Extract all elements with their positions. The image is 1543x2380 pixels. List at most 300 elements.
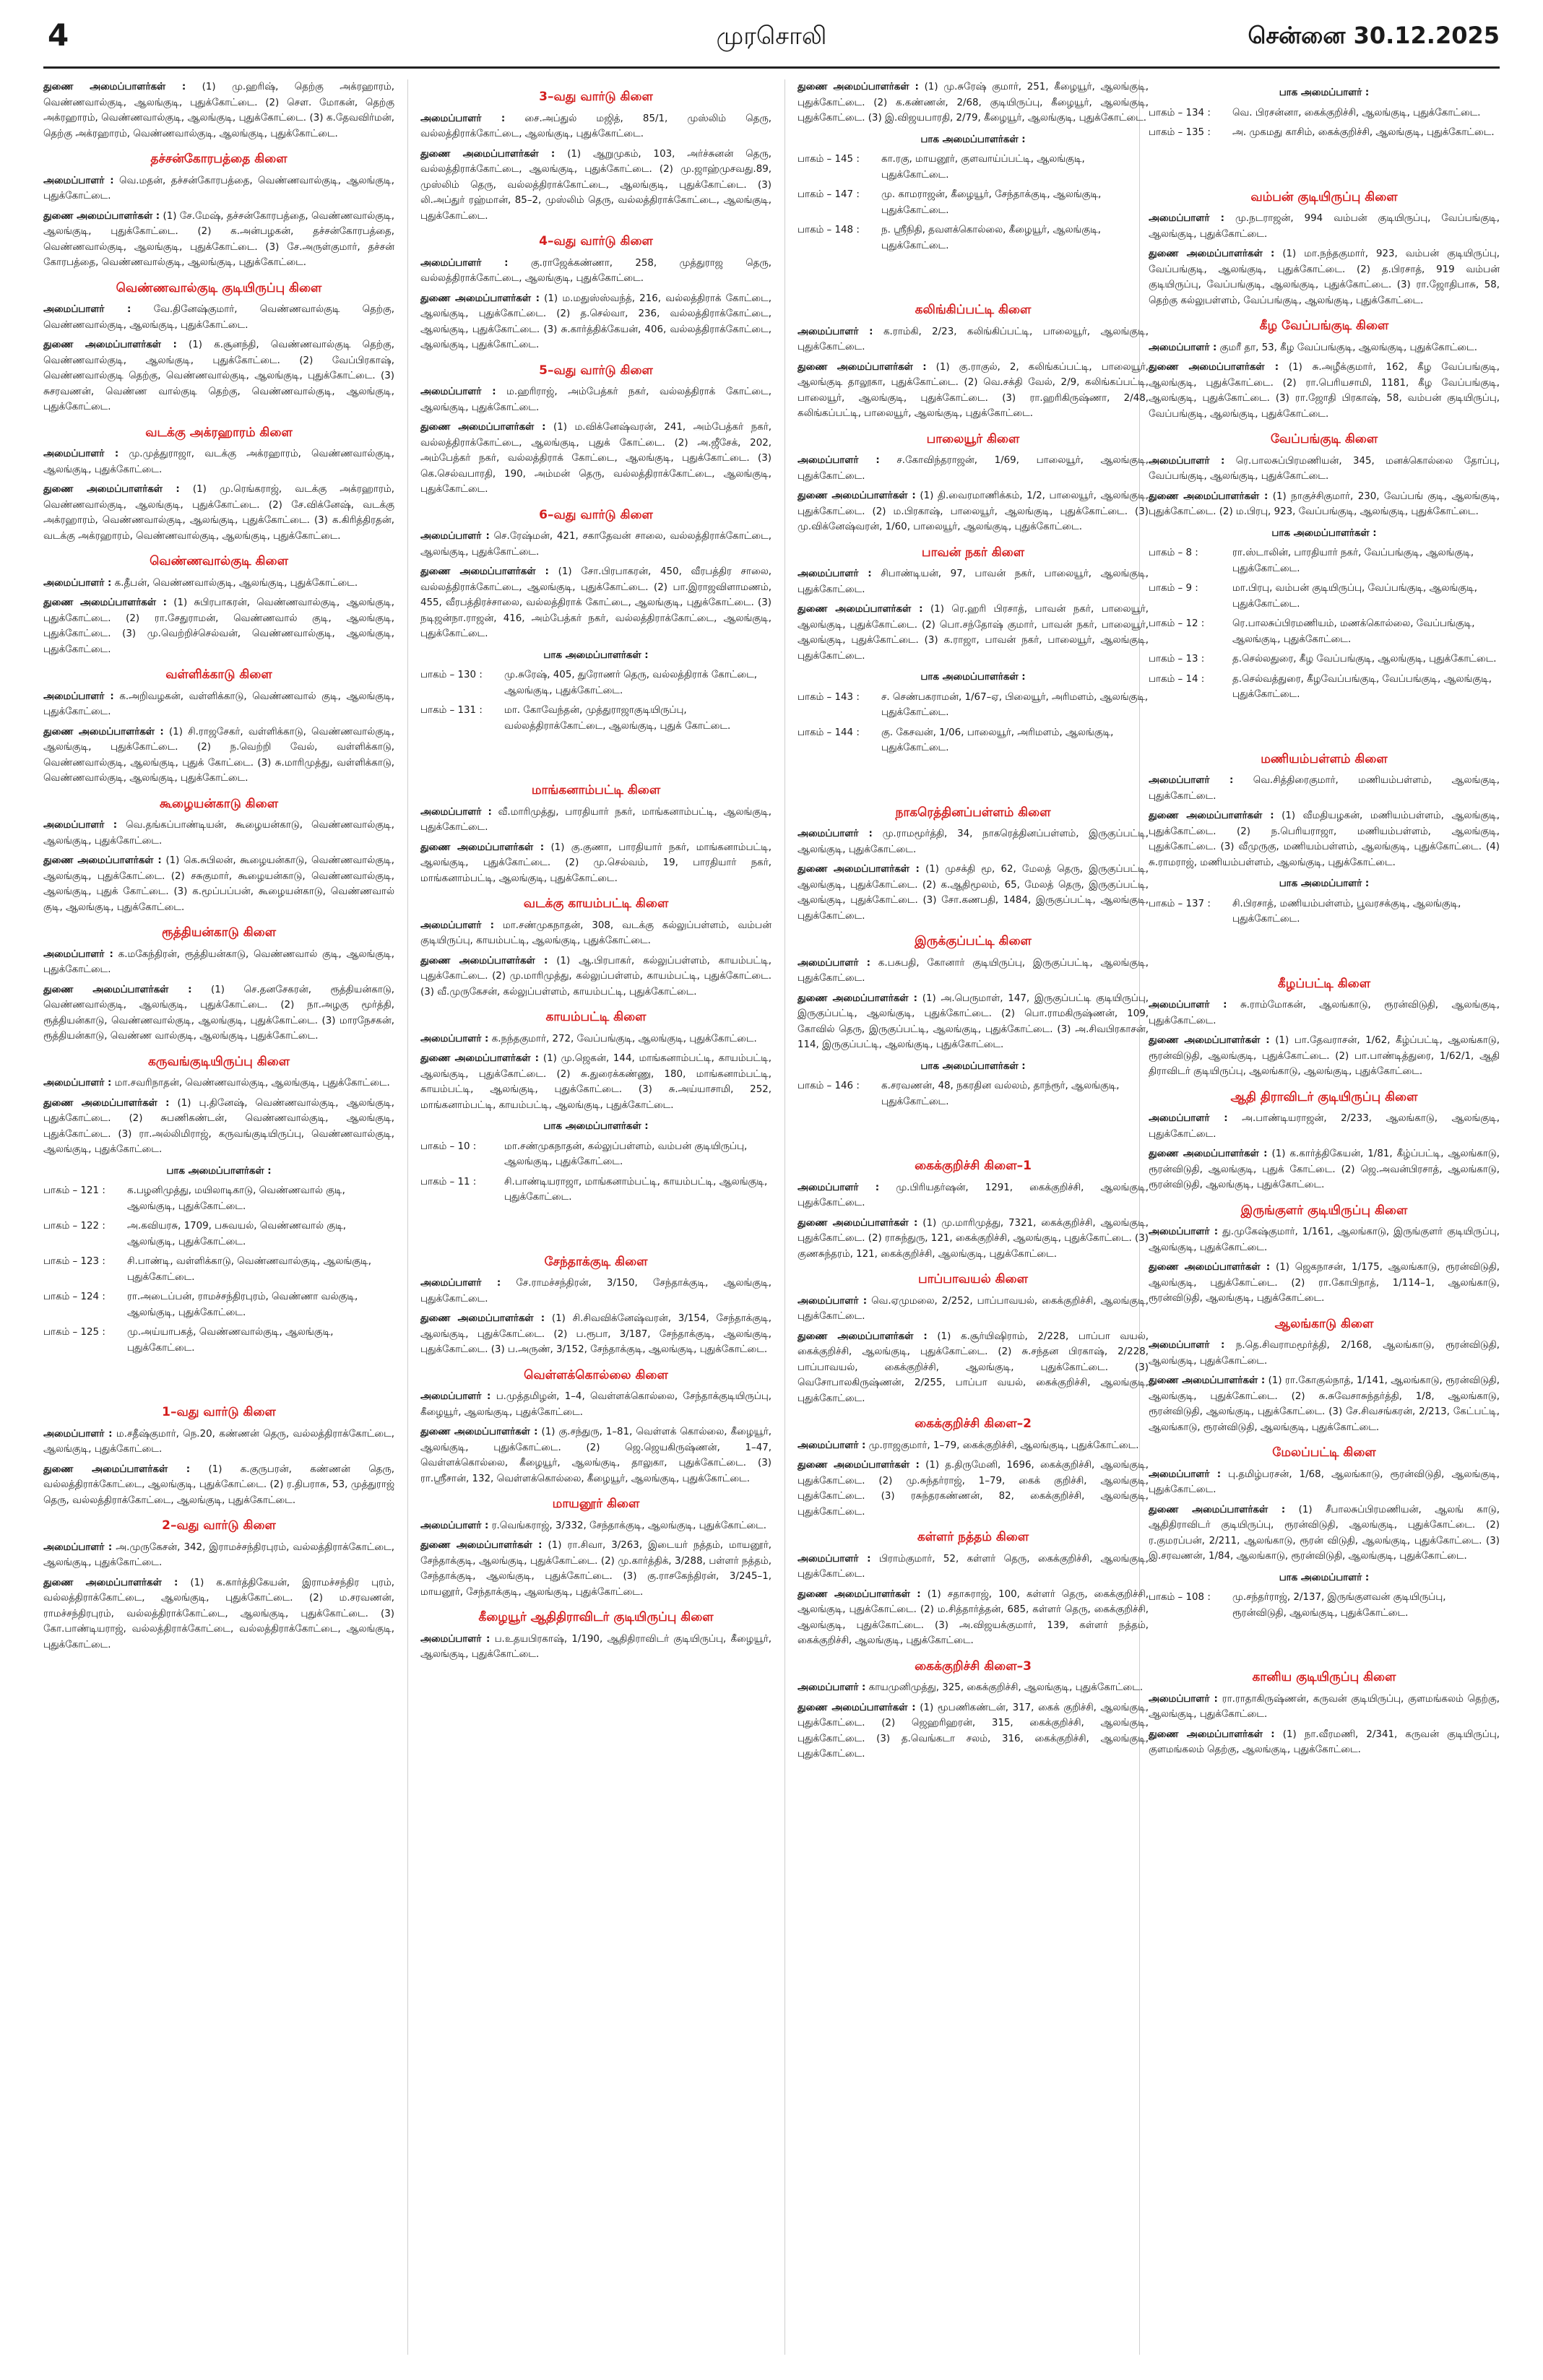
member-text: காயமுனிமுத்து, 325, கைக்குறிச்சி, ஆலங்குடி, புதுக்கோட்டை. [868,1682,1144,1693]
role-label: அமைப்பாளர் : [798,828,873,839]
member-text: (1) க.கார்த்திகேயன், 1/81, கீழ்ப்பட்டி, ஆலங்காடு, ரூரன்விடுதி, ஆலங்குடி, புதுக் கோட்டை. (2) ஜெ.அவன்பிரசாத், ஆலங்காடு, ரூரன்விடுதி, ஆலங்குடி, புதுக்கோட்டை. [1149,1148,1500,1190]
spacer [798,761,1149,795]
role-label: துணை அமைப்பாளர்கள் : [420,955,548,966]
member-entry [43,446,394,477]
booth-entry [420,1174,772,1206]
member-text: (1) சீபாலசுப்பிரமணியன், ஆலங் காடு, ஆதிதிராவிடர் குடியிருப்பு, ரூரன்விடுதி, ஆலங்குடி, புதுக்கோட்டை. (2) ர.குமரப்பன், 2/211, ஆலங்காடு, ரூரன் விடுதி, ஆலங்குடி, புதுக்கோட்டை. (3) இ.சரவணன், 1/84, ஆலங்காடு, ரூரன்விடுதி, ஆலங்குடி, புதுக்கோட்டை. [1149,1504,1500,1562]
role-label: அமைப்பாளர் : [798,455,880,466]
member-entry [420,918,772,949]
role-label: அமைப்பாளர் : [1149,1113,1228,1124]
branch-heading: மேலப்பட்டி கிளை [1272,1445,1376,1460]
role-label: துணை அமைப்பாளர்கள் : [420,1053,540,1064]
role-label: துணை அமைப்பாளர்கள் : [1149,1504,1286,1515]
column-3 [798,79,1149,2362]
role-label: அமைப்பாளர் : [420,919,495,931]
member-text: (1) மு.ஜெகன், 144, மாங்கனாம்பட்டி, காயம்பட்டி, ஆலங்குடி, புதுக்கோட்டை. (2) சு.துரைக்கண்ணு, 180, மாங்கனாம்பட்டி, காயம்பட்டி, ஆலங்குடி, புதுக்கோட்டை. (3) சு.அய்யாசாமி, 252, மாங்கனாம்பட்டி, காயம்பட்டி, ஆலங்குடி, புதுக்கோட்டை. [420,1053,772,1111]
member-entry [798,826,1149,857]
role-label: துணை அமைப்பாளர்கள் : [420,841,545,853]
member-entry [43,1462,394,1509]
member-entry [43,595,394,657]
branch-heading: இருங்குளர் குடியிருப்பு கிளை [1240,1203,1408,1218]
member-entry [798,1587,1149,1649]
spacer [1149,145,1500,180]
member-entry [43,79,394,142]
member-text: (1) சோ.பிரபாகரன், 450, வீரபத்திர சாலை, வல்லத்திராக்கோட்டை, ஆலங்குடி, புதுக்கோட்டை. (2) பா.இராஜவிளாமணம், 455, வீரபத்திரச்சாலை, வல்லத்திராக் கோட்டை, ஆலங்குடி, புதுக்கோட்டை. (3) நடிஜன்நா.ராஜன், 416, அம்பேத்கர் நகர், வல்லத்திராக்கோட்டை, ஆலங்குடி, புதுக்கோட்டை. [420,566,772,639]
role-label: துணை அமைப்பாளர்கள் : [798,1588,921,1600]
booth-entry [43,1254,394,1285]
booth-number: பாகம் – 147 : [798,189,860,200]
branch-heading: ஆலங்காடு கிளை [1274,1316,1374,1331]
member-entry [420,1276,772,1307]
member-entry [420,384,772,415]
booth-agent: அ. முகமது காசிம், கைக்குறிச்சி, ஆலங்குடி, புதுக்கோட்டை. [1232,127,1495,138]
member-text: (1) ஆறுமுகம், 103, அர்ச்சுனன் தெரு, வல்லத்திராக்கோட்டை, ஆலங்குடி, புதுக்கோட்டை. (2) மு.ஜாஹ்முசவது.89, முஸ்லிம் தெரு, வல்லத்திராக்கோட்டை, ஆலங்குடி, புதுக்கோட்டை. (3) லி.அப்துர் ரஹ்மான், 85–2, முஸ்லிம் தெரு, வல்லத்திராக்கோட்டை, ஆலங்குடி, புதுக்கோட்டை. [420,148,772,222]
booth-agent: மா. கோவேந்தன், முத்துராஜாகுடியிருப்பு, வல்லத்திராக்கோட்டை, ஆலங்குடி, புதுக் கோட்டை. [504,705,731,732]
member-entry [1149,489,1500,520]
branch-heading: கீழப்பட்டி கிளை [1277,976,1371,991]
member-text: க.பசுபதி, கோனார் குடியிருப்பு, இருகுப்பட்டி, ஆலங்குடி, புதுக்கோட்டை. [798,957,1149,984]
role-label: அமைப்பாளர் : [420,1633,490,1645]
member-text: (1) கு.ராகுல், 2, கலிங்கப்பட்டி, பாலையூர், ஆலங்குடி தாலூகா, புதுக்கோட்டை. (2) வெ.சக்தி வேல், 2/9, கலிங்கப்பட்டி, பாலையூர், ஆலங்குடி, புதுக்கோட்டை. (3) ரா.ஹரிகிருஷ்ணா, 2/48, கலிங்கப்பட்டி, பாலையூர், ஆலங்குடி, புதுக்கோட்டை. [798,361,1149,419]
member-text: (1) மூபணிகண்டன், 317, கைக் குறிச்சி, ஆலங்குடி, புதுக்கோட்டை. (2) ஜெஹரிஹரன், 315, கைக்குறிச்சி, ஆலங்குடி, புதுக்கோட்டை. (3) த.வெங்கடா சலம், 316, கைக்குறிச்சி, ஆலங்குடி, புதுக்கோட்டை. [798,1702,1149,1760]
booth-number: பாகம் – 131 : [420,705,483,716]
booth-entry [798,1078,1149,1109]
booth-number: பாகம் – 146 : [798,1081,860,1091]
branch-heading: பாப்பாவயல் கிளை [918,1272,1028,1286]
member-text: (1) மு.ரெங்கராஜ், வடக்கு அக்ரஹாரம், வெண்ணவால்குடி, ஆலங்குடி, புதுக்கோட்டை. (2) சே.விக்னேஷ், வடக்கு அக்ரஹாரம், வெண்ணவால்குடி, ஆலங்குடி, புதுக்கோட்டை. (3) க.கிரித்திரதன், வடக்கு அக்ரஹாரம், வெண்ணவால்குடி, ஆலங்குடி, புதுக்கோட்டை. [43,484,394,542]
member-text: (1) நாகுச்சிகுமார், 230, வேப்பங் குடி, ஆலங்குடி, புதுக்கோட்டை. (2) ம.பிரபு, 923, வேப்பங்குடி, ஆலங்குடி, புதுக்கோட்டை. [1149,490,1500,517]
member-entry [798,602,1149,664]
booth-agent: க.சரவணன், 48, நகரதின வல்லம், தாந்ரூர், ஆலங்குடி, புதுக்கோட்டை. [881,1081,1120,1107]
booth-number: பாகம் – 10 : [420,1141,477,1152]
booth-agent: கா.ரகு, மாயனூர், குளவாய்ப்பட்டி, ஆலங்குடி, புதுக்கோட்டை. [881,154,1085,181]
member-text: ரெ.பாலசுப்பிரமணியன், 345, மனக்கொல்லை தோப்பு, வேப்பங்குடி, ஆலங்குடி, புதுக்கோட்டை. [1149,455,1500,482]
section-subheading: பாக அமைப்பாளர்கள் : [920,672,1026,683]
booth-number: பாகம் – 14 : [1149,673,1205,685]
role-label: அமைப்பாளர் : [43,1541,113,1553]
branch-heading: ரூத்தியன்காடு கிளை [161,925,277,940]
booth-number: பாகம் – 148 : [798,225,860,235]
member-entry [1149,1338,1500,1369]
role-label: அமைப்பாளர் : [1149,342,1217,353]
column-2 [420,79,772,2362]
member-text: (1) சதாசுராஜ், 100, கள்ளர் தெரு, கைக்குறிச்சி, ஆலங்குடி, புதுக்கோட்டை. (2) ம.சித்தார்த்தன், 685, கள்ளர் தெரு, கைக்குறிச்சி, ஆலங்குடி, புதுக்கோட்டை. (3) அ.விஜயக்குமார், 139, கள்ளர் நத்தம், கைக்குறிச்சி, ஆலங்குடி, புதுக்கோட்டை. [798,1588,1149,1646]
section-subheading: பாக அமைப்பாளர்கள் : [920,134,1026,145]
role-label: துணை அமைப்பாளர்கள் : [798,864,920,875]
member-text: செ.ரேஷ்மன், 421, சகாதேவன் சாலை, வல்லத்திராக்கோட்டை, ஆலங்குடி, புதுக்கோட்டை. [420,531,772,558]
member-entry [420,147,772,225]
branch-heading: கானிய குடியிருப்பு கிளை [1252,1670,1396,1684]
member-entry [798,862,1149,924]
member-text: (1) கெ.சுபிலன், கூழையன்காடு, வெண்ணவால்குடி, ஆலங்குடி, புதுக்கோட்டை. (2) சசுகுமார், கூழையன்காடு, வெண்ணவால்குடி, ஆலங்குடி, புதுக் கோட்டை. (3) க.மூப்பப்பன், கூழையன்காடு, வெண்ணவால் குடி, ஆலங்குடி, புதுக்கோட்டை. [43,855,394,913]
role-label: அமைப்பாளர் : [420,531,490,542]
member-entry [798,1294,1149,1325]
role-label: அமைப்பாளர் : [420,1278,501,1289]
member-text: க.ராம்கி, 2/23, கலிங்கிப்பட்டி, பாலையூர், ஆலங்குடி, புதுக்கோட்டை. [798,326,1149,352]
branch-heading: பாலையூர் கிளை [926,431,1020,446]
section-subheading: பாக அமைப்பாளர்கள் : [543,649,649,661]
member-text: (1) கு.சந்துரு, 1–81, வெள்ளக் கொல்லை, கீழையூர், ஆலங்குடி, புதுக்கோட்டை. (2) ஜெ.ஜெயகிருஷ்ணன், 1–47, வெள்ளக்கொல்லை, கீழையூர், ஆலங்குடி, தாலுகா, புதுக்கோட்டை. (3) ரா.ஸ்ரீசான், 132, வெள்ளக்கொல்லை, கீழையூர், ஆலங்குடி, புதுக்கோட்டை. [420,1427,772,1484]
branch-heading: வேப்பங்குடி கிளை [1270,432,1378,446]
role-label: துணை அமைப்பாளர்கள் : [43,855,162,866]
member-entry [1149,1260,1500,1307]
role-label: துணை அமைப்பாளர்கள் : [798,1702,916,1713]
member-entry [1149,340,1500,356]
member-text: (1) சி.சிவவிக்னேஷ்வரன், 3/154, சேந்தாக்குடி, ஆலங்குடி, புதுக்கோட்டை. (2) ப.ரூபா, 3/187, சேந்தாக்குடி, ஆலங்குடி, புதுக்கோட்டை. (3) ப.அருண், 3/152, சேந்தாக்குடி, ஆலங்குடி, புதுக்கோட்டை. [420,1313,772,1355]
member-text: மா.சவரிநாதன், வெண்ணவால்குடி, ஆலங்குடி, புதுக்கோட்டை. [114,1078,390,1089]
booth-entry [43,1183,394,1214]
branch-heading: கைக்குறிச்சி கிளை–1 [915,1159,1032,1173]
member-entry [420,840,772,887]
section-subheading: பாக அமைப்பாளர் : [1279,1572,1370,1583]
member-entry [420,420,772,498]
member-text: (1) த.திருமேனி, 1696, கைக்குறிச்சி, ஆலங்குடி, புதுக்கோட்டை. (2) மு.சுந்தர்ராஜ், 1–79, கைக் குறிச்சி, ஆலங்குடி, புதுக்கோட்டை. (3) ரசுந்தரகண்ணன், 82, கைக்குறிச்சி, ஆலங்குடி, புதுக்கோட்டை. [798,1460,1149,1518]
branch-heading: கூழையன்காடு கிளை [159,796,279,811]
branch-heading: வெண்ணவால்குடி கிளை [150,554,288,568]
role-label: அமைப்பாளர் : [798,1553,871,1565]
member-text: (1) மா.நந்தகுமார், 923, வம்பன் குடியிருப்பு, வேப்பங்குடி, ஆலங்குடி, புதுக்கோட்டை. (2) த.பிரசாத், 919 வம்பன் குடியிருப்பு, வேப்பங்குடி, ஆலங்குடி, புதுக்கோட்டை. (3) ரா.ஜோதிபாசு, 58, தெற்கு கல்லுபள்ளம், வேப்பங்குடி, ஆலங்குடி, புதுக்கோட்டை. [1149,248,1500,306]
member-entry [43,818,394,849]
member-entry [43,982,394,1044]
branch-heading: வம்பன் குடியிருப்பு கிளை [1250,189,1398,204]
member-text: வெ.ஏமுமலை, 2/252, பாப்பாவயல், கைக்குறிச்சி, ஆலங்குடி, புதுக்கோட்டை. [798,1295,1149,1322]
member-text: க.தீபன், வெண்ணவால்குடி, ஆலங்குடி, புதுக்கோட்டை. [114,577,358,589]
column-divider [407,79,408,2355]
booth-number: பாகம் – 135 : [1149,127,1211,138]
booth-number: பாகம் – 11 : [420,1176,477,1187]
role-label: அமைப்பாளர் : [798,568,872,579]
member-entry [798,1458,1149,1520]
role-label: அமைப்பாளர் : [798,1295,868,1307]
branch-heading: வடக்கு காயம்பட்டி கிளை [523,896,669,911]
role-label: துணை அமைப்பாளர்கள் : [1149,490,1268,502]
role-label: அமைப்பாளர் : [1149,1468,1222,1480]
role-label: துணை அமைப்பாளர்கள் : [1149,1148,1268,1159]
member-text: சிபாண்டியன், 97, பாவன் நகர், பாலையூர், ஆலங்குடி, புதுக்கோட்டை. [798,568,1149,595]
section-subheading: பாக அமைப்பாளர்கள் : [543,1121,649,1132]
member-entry [43,1076,394,1091]
member-text: (1) ம.விக்னேஷ்வரன், 241, அம்பேத்கர் நகர், வல்லத்திராக்கோட்டை, ஆலங்குடி, புதுக் கோட்டை. (2) அ.ஜீசேக், 202, அம்பேத்கர் நகர், வல்லத்திராக் கோட்டை, ஆலங்குடி, புதுக்கோட்டை. (3) கெ.செல்வபாரதி, 190, அம்மன் தெரு, வல்லத்திராக்கோட்டை, ஆலங்குடி, புதுக்கோட்டை. [420,422,772,495]
role-label: துணை அமைப்பாளர்கள் : [420,566,549,577]
spacer [1149,707,1500,742]
booth-number: பாகம் – 12 : [1149,618,1205,629]
role-label: அமைப்பாளர் : [798,326,873,337]
spacer [1149,1625,1500,1660]
member-entry [43,947,394,978]
member-entry [43,173,394,204]
booth-agent: மு.சுரேஷ், 405, துரோணர் தெரு, வல்லத்திராக் கோட்டை, ஆலங்குடி, புதுக்கோட்டை. [504,670,758,696]
role-label: அமைப்பாளர் : [420,806,492,818]
role-label: துணை அமைப்பாளர்கள் : [798,604,923,615]
spacer [420,738,772,773]
role-label: துணை அமைப்பாளர்கள் : [1149,1035,1270,1046]
booth-number: பாகம் – 8 : [1149,548,1198,558]
role-label: அமைப்பாளர் : [1149,1226,1219,1237]
member-text: (1) செ.தனசேகரன், ரூத்தியன்காடு, வெண்ணவால்குடி, ஆலங்குடி, புதுக்கோட்டை. (2) நா.அழகு மூர்த்தி, ரூத்தியன்காடு, வெண்ணவால்குடி, ஆலங்குடி, புதுக்கோட்டை. (3) மாரநேசகன், ரூத்தியன்காடு, வெண்ண வால்குடி, ஆலங்குடி, புதுக்கோட்டை. [43,984,394,1042]
role-label: அமைப்பாளர் : [1149,1693,1218,1705]
booth-number: பாகம் – 9 : [1149,583,1198,594]
booth-agent: கு. கேசவன், 1/06, பாலையூர், அரிமளம், ஆலங்குடி, புதுக்கோட்டை. [881,727,1114,753]
member-text: (1) ம.மதுஸ்ஸ்வந்த், 216, வல்லத்திராக் கோட்டை, ஆலங்குடி, புதுக்கோட்டை. (2) த.செல்வா, 236, வல்லத்திராக்கோட்டை, ஆலங்குடி, புதுக்கோட்டை. (3) சு.கார்த்திக்கேயன், 406, வல்லத்திராக்கோட்டை, ஆலங்குடி, புதுக்கோட்டை. [420,293,772,350]
booth-number: பாகம் – 124 : [43,1291,105,1302]
role-label: அமைப்பாளர் : [43,691,114,702]
branch-heading: மாயனூர் கிளை [552,1497,640,1511]
role-label: அமைப்பாளர் : [1149,1340,1225,1351]
member-text: வெ.மதன், தச்சன்கோரபத்தை, வெண்ணவால்குடி, ஆலங்குடி, புதுக்கோட்டை. [43,175,394,202]
member-text: (1) க.கார்த்திகேயன், இராமச்சந்திர புரம், வல்லத்திராக்கோட்டை, ஆலங்குடி, புதுக்கோட்டை. (2) ம.சரவணன், ராமச்சந்திரபுரம், வல்லத்திராக்கோட்டை, ஆலங்குடி, புதுக்கோட்டை. (3) கோ.பாண்டியராஜ், வல்லத்திராக்கோட்டை, வல்லத்திராக்கோட்டை, ஆலங்குடி, புதுக்கோட்டை. [43,1577,394,1650]
member-text: (1) அ.பெருமாள், 147, இருகுப்பட்டி குடியிருப்பு, இருகுப்பட்டி, ஆலங்குடி, புதுக்கோட்டை. (2) பொ.ராமகிருஷ்ணன், 109, கோவில் தெரு, இருகுப்பட்டி, ஆலங்குடி, புதுக்கோட்டை. (3) அ.சிவபிரகாசன், 114, இருகுப்பட்டி, ஆலங்குடி, புதுக்கோட்டை. [798,992,1149,1050]
member-entry [420,953,772,1000]
booth-number: பாகம் – 134 : [1149,107,1211,118]
booth-entry [1149,1590,1500,1621]
role-label: துணை அமைப்பாளர்கள் : [798,361,927,373]
booth-entry [1149,125,1500,141]
role-label: துணை அமைப்பாளர்கள் : [1149,1728,1275,1740]
member-entry [1149,998,1500,1029]
member-entry [1149,454,1500,485]
booth-number: பாகம் – 137 : [1149,898,1211,909]
member-text: ம.சதீஷ்குமார், நெ.20, கண்ணன் தெரு, வல்லத்திராக்கோட்டை, ஆலங்குடி, புதுக்கோட்டை. [43,1428,394,1455]
member-text: குமரீ தா, 53, கீழ வேப்பங்குடி, ஆலங்குடி, புதுக்கோட்டை. [1219,342,1477,353]
booth-number: பாகம் – 108 : [1149,1592,1211,1603]
role-label: துணை அமைப்பாளர்கள் : [798,1330,928,1342]
role-label: அமைப்பாளர் : [43,304,131,315]
branch-heading: வள்ளிக்காடு கிளை [165,667,272,682]
member-entry [420,1389,772,1420]
role-label: அமைப்பாளர் : [43,820,118,831]
member-text: மா.சண்முகநாதன், 308, வடக்கு கல்லுப்பள்ளம், வம்பன் குடியிருப்பு, காயம்பட்டி, ஆலங்குடி, புதுக்கோட்டை. [420,919,772,946]
booth-agent: க.பழனிமுத்து, மயிலாடிகாடு, வெண்ணவால் குடி, ஆலங்குடி, புதுக்கோட்டை. [127,1185,345,1212]
booth-agent: த.செல்வத்துரை, கீழவேப்பங்குடி, வேப்பங்குடி, ஆலங்குடி, புதுக்கோட்டை. [1232,673,1492,700]
branch-heading: காயம்பட்டி கிளை [545,1010,647,1024]
role-label: துணை அமைப்பாளர்கள் : [420,1313,545,1324]
member-entry [798,453,1149,484]
role-label: துணை அமைப்பாளர்கள் : [43,1577,178,1588]
booth-entry [798,187,1149,218]
masthead [43,16,1500,61]
member-entry [1149,1146,1500,1193]
booth-entry [798,152,1149,183]
role-label: துணை அமைப்பாளர்கள் : [420,148,556,160]
member-entry [43,724,394,787]
role-label: துணை அமைப்பாளர்கள் : [798,82,919,92]
member-entry [420,564,772,642]
member-text: மு.பிரியதர்ஷன், 1291, கைக்குறிச்சி, ஆலங்குடி, புதுக்கோட்டை. [798,1182,1149,1208]
member-entry [43,482,394,544]
booth-agent: ரா.ஸ்டாலின், பாரதியார் நகர், வேப்பங்குடி, ஆலங்குடி, புதுக்கோட்டை. [1232,548,1474,574]
member-entry [1149,246,1500,308]
member-entry [43,209,394,271]
section-subheading: பாக அமைப்பாளர் : [1279,87,1370,98]
member-text: (1) ரா.சிவா, 3/263, இடையர் நத்தம், மாயனூர், சேந்தாக்குடி, ஆலங்குடி, புதுக்கோட்டை. (2) மு.கார்த்திக், 3/288, பள்ளர் நத்தம், சேந்தாக்குடி, ஆலங்குடி, புதுக்கோட்டை. (3) கு.ராசகேந்திரன், 3/245–1, மாயனூர், சேந்தாக்குடி, ஆலங்குடி, புதுக்கோட்டை. [420,1540,772,1598]
booth-entry [798,725,1149,756]
branch-heading: 3–வது வார்டு கிளை [539,90,653,104]
booth-agent: சி.பாண்டியராஜா, மாங்கனாம்பட்டி, காயம்பட்டி, ஆலங்குடி, புதுக்கோட்டை. [504,1176,768,1203]
role-label: துணை அமைப்பாளர்கள் : [1149,810,1274,821]
booth-entry [798,690,1149,721]
booth-number: பாகம் – 125 : [43,1327,105,1338]
member-entry [798,991,1149,1053]
booth-entry [420,703,772,734]
edition-date: சென்னை 30.12.2025 [1248,22,1500,49]
branch-heading: ஆதி திராவிடர் குடியிருப்பு கிளை [1230,1089,1418,1104]
member-entry [43,1096,394,1158]
member-text: (1) பா.தேவராசன், 1/62, கீழ்ப்பட்டி, ஆலங்காடு, ரூரன்விடுதி, ஆலங்குடி, புதுக்கோட்டை. (2) பா.பாண்டித்துரை, 1/62/1, ஆதி திராவிடர் குடியிருப்பு, ஆலங்காடு, ஆலங்குடி, புதுக்கோட்டை. [1149,1035,1500,1077]
booth-entry [420,667,772,698]
member-text: (1) ரா.கோகுல்நாத், 1/141, ஆலங்காடு, ரூரன்விடுதி, ஆலங்குடி, புதுக்கோட்டை. (2) சு.சுவேசாசுந்தர்த்தி, 1/8, ஆலங்காடு, ரூரன்விடுதி, ஆலங்குடி, புதுக்கோட்டை. (3) சே.சிவசங்கரன், 2/213, கேட்பட்டி, ஆலங்காடு, ரூரன்விடுதி, ஆலங்குடி, புதுக்கோட்டை. [1149,1375,1500,1433]
member-text: வெ.சித்திரைகுமார், மணியம்பள்ளம், ஆலங்குடி, புதுக்கோட்டை. [1149,775,1500,802]
branch-heading: மாங்கனாம்பட்டி கிளை [531,783,661,797]
role-label: அமைப்பாளர் : [43,1428,113,1440]
booth-entry [43,1325,394,1356]
booth-agent: ச. செண்பகராமன், 1/67–ஏ, பிலையூர், அரிமளம், ஆலங்குடி, புதுக்கோட்டை. [881,691,1149,718]
role-label: அமைப்பாளர் : [798,1440,866,1451]
branch-heading: 2–வது வார்டு கிளை [162,1518,276,1533]
role-label: துணை அமைப்பாளர்கள் : [798,490,916,501]
booth-agent: ரா.அடைப்பன், ராமச்சந்திரபுரம், வெண்ணா வல்குடி, ஆலங்குடி, புதுக்கோட்டை. [127,1291,358,1318]
header-rule [43,66,1500,69]
role-label: துணை அமைப்பாளர்கள் : [798,992,917,1004]
role-label: அமைப்பாளர் : [420,257,509,269]
role-label: துணை அமைப்பாளர்கள் : [420,1540,543,1551]
member-entry [798,1680,1149,1696]
section-subheading: பாக அமைப்பாளர்கள் : [920,1060,1026,1072]
member-entry [1149,1111,1500,1142]
role-label: துணை அமைப்பாளர்கள் : [420,422,546,433]
member-entry [420,529,772,560]
member-text: மு.நடராஜன், 994 வம்பன் குடியிருப்பு, வேப்பங்குடி, ஆலங்குடி, புதுக்கோட்டை. [1149,213,1500,240]
role-label: துணை அமைப்பாளர்கள் : [1149,1375,1266,1386]
role-label: அமைப்பாளர் : [798,957,870,969]
member-text: சை.அப்துல் மஜித், 85/1, முஸ்லிம் தெரு, வல்லத்திராக்கோட்டை, ஆலங்குடி, புதுக்கோட்டை. [420,113,772,139]
member-entry [798,1329,1149,1407]
newspaper-name: முரசொலி [716,22,827,51]
member-text: சு.ராம்மோகன், ஆலங்காடு, ரூரன்விடுதி, ஆலங்குடி, புதுக்கோட்டை. [1149,1000,1500,1026]
booth-entry [798,222,1149,254]
member-entry [420,1051,772,1113]
booth-entry [1149,545,1500,576]
role-label: அமைப்பாளர் : [420,1391,491,1402]
role-label: துணை அமைப்பாளர்கள் : [43,984,192,995]
member-entry [798,79,1149,126]
member-entry [420,291,772,353]
booth-number: பாகம் – 123 : [43,1256,105,1267]
member-entry [1149,773,1500,804]
booth-agent: ரெ.பாலசுப்பிரமணியம், மணக்கொல்லை, வேப்பங்குடி, ஆலங்குடி, புதுக்கோட்டை. [1232,618,1475,645]
role-label: அமைப்பாளர் : [420,386,496,397]
member-entry [1149,808,1500,870]
role-label: துணை அமைப்பாளர்கள் : [1149,248,1275,259]
member-entry [798,1180,1149,1211]
member-entry [798,1216,1149,1263]
member-text: (1) மு.மாரிமுத்து, 7321, கைக்குறிச்சி, ஆலங்குடி, புதுக்கோட்டை. (2) ராசுந்துரு, 121, கைக்குறிச்சி, ஆலங்குடி, புதுக்கோட்டை. (3) குணசுந்தரம், 121, கைக்குறிச்சி, ஆலங்குடி, புதுக்கோட்டை. [798,1217,1149,1260]
member-entry [798,1438,1149,1454]
member-text: க.நந்தகுமார், 272, வேப்பங்குடி, ஆலங்குடி, புதுக்கோட்டை. [491,1033,757,1044]
member-text: ந.தெ.சிவராமமூர்த்தி, 2/168, ஆலங்காடு, ரூரன்விடுதி, ஆலங்குடி, புதுக்கோட்டை. [1149,1340,1500,1367]
branch-heading: கருவங்குடியிருப்பு கிளை [147,1054,290,1069]
branch-heading: வெண்ணவால்குடி குடியிருப்பு கிளை [116,280,322,295]
member-text: க.மகேந்திரன், ரூத்தியன்காடு, வெண்ணவால் குடி, ஆலங்குடி, புதுக்கோட்டை. [43,948,394,975]
member-text: மு.ராஜகுமார், 1–79, கைக்குறிச்சி, ஆலங்குடி, புதுக்கோட்டை. [868,1440,1139,1451]
member-text: (1) ஆ.பிரபாகர், கல்லுப்பள்ளம், காயம்பட்டி, புதுக்கோட்டை. (2) மு.மாரிமுத்து, கல்லுப்பள்ளம், காயம்பட்டி, புதுக்கோட்டை. (3) வீ.முருகேசன், கல்லுப்பள்ளம், காயம்பட்டி, புதுக்கோட்டை. [420,955,772,998]
member-entry [798,488,1149,535]
member-text: (1) நா.வீரமணி, 2/341, கருவன் குடியிருப்பு, குளமங்கலம் தெற்கு, ஆலங்குடி, புதுக்கோட்டை. [1149,1728,1500,1755]
member-entry [1149,1033,1500,1080]
member-text: க.அறிவழகன், வள்ளிக்காடு, வெண்ணவால் குடி, ஆலங்குடி, புதுக்கோட்டை. [43,691,394,717]
role-label: அமைப்பாளர் : [798,1682,866,1693]
branch-heading: 1–வது வார்டு கிளை [162,1405,276,1419]
member-entry [1149,211,1500,242]
booth-number: பாகம் – 145 : [798,154,860,165]
booth-number: பாகம் – 144 : [798,727,860,738]
member-entry [1149,1727,1500,1758]
role-label: அமைப்பாளர் : [43,1078,112,1089]
column-1 [43,79,394,2362]
booth-entry [1149,616,1500,647]
branch-heading: கைக்குறிச்சி கிளை–2 [915,1416,1032,1431]
booth-agent: சி.பிரசாத், மணியம்பள்ளம், பூவரசக்குடி, ஆலங்குடி, புதுக்கோட்டை. [1232,898,1461,925]
booth-agent: வெ. பிரசன்னா, கைக்குறிச்சி, ஆலங்குடி, புதுக்கோட்டை. [1232,107,1481,118]
member-text: (1) மு.சுரேஷ் குமார், 251, கீழையூர், ஆலங்குடி, புதுக்கோட்டை. (2) க.கண்ணன், 2/68, குடியிருப்பு, கீழையூர், ஆலங்குடி, புதுக்கோட்டை. (3) இ.விஜயபாரதி, 2/79, கீழையூர், ஆலங்குடி, புதுக்கோட்டை. [798,82,1149,124]
branch-heading: நாகரெத்தினப்பள்ளம் கிளை [895,805,1051,820]
booth-agent: மு.சந்தர்ராஜ், 2/137, இருங்குளவன் குடியிருப்பு, ரூரன்விடுதி, ஆலங்குடி, புதுக்கோட்டை. [1232,1592,1446,1619]
role-label: துணை அமைப்பாளர்கள் : [43,484,180,495]
role-label: துணை அமைப்பாளர்கள் : [798,1217,918,1229]
member-text: ப.உதயபிரகாஷ், 1/190, ஆதிதிராவிடர் குடியிருப்பு, கீழையூர், ஆலங்குடி, புதுக்கோட்டை. [420,1633,772,1660]
member-text: (1) தி.வைரமாணிக்கம், 1/2, பாலையூர், ஆலங்குடி, புதுக்கோட்டை. (2) ம.பிரகாஷ், பாலையூர், ஆலங்குடி, புதுக்கோட்டை. (3) மு.விக்னேஷ்வரன், 1/60, பாலையூர், ஆலங்குடி, புதுக்கோட்டை. [798,490,1149,532]
member-text: (1) சுபிரபாகரன், வெண்ணவால்குடி, ஆலங்குடி, புதுக்கோட்டை. (2) ரா.சேதுராமன், வெண்ணவால் குடி, ஆலங்குடி, புதுக்கோட்டை. (3) மு.வெற்றிச்செல்வன், வெண்ணவால்குடி, ஆலங்குடி, புதுக்கோட்டை. [43,597,394,655]
role-label: அமைப்பாளர் : [43,577,112,589]
role-label: துணை அமைப்பாளர்கள் : [43,726,164,737]
member-text: மு.ராமமூர்த்தி, 34, நாகரெத்தினப்பள்ளம், இருகுப்பட்டி, ஆலங்குடி, புதுக்கோட்டை. [798,828,1149,855]
role-label: துணை அமைப்பாளர்கள் : [1149,1262,1271,1273]
column-4 [1149,79,1500,2362]
member-entry [43,302,394,333]
member-text: (1) கு.குணா, பாரதியார் நகர், மாங்கனாம்பட்டி, ஆலங்குடி, புதுக்கோட்டை. (2) மு.செல்வம், 19, பாரதியார் நகர், மாங்கனாம்பட்டி, ஆலங்குடி, புதுக்கோட்டை. [420,841,772,884]
booth-agent: மா.பிரபு, வம்பன் குடியிருப்பு, வேப்பங்குடி, ஆலங்குடி, புதுக்கோட்டை. [1232,583,1477,610]
member-text: (1) சி.ராஜசேகர், வள்ளிக்காடு, வெண்ணவால்குடி, ஆலங்குடி, புதுக்கோட்டை. (2) ந.வெற்றி வேல், வள்ளிக்காடு, வெண்ணவால்குடி, ஆலங்குடி, புதுக் கோட்டை. (3) சு.மாரிமுத்து, வள்ளிக்காடு, வெண்ணவால்குடி, ஆலங்குடி, புதுக்கோட்டை. [43,726,394,784]
section-subheading: பாக அமைப்பாளர்கள் : [166,1165,272,1177]
role-label: துணை அமைப்பாளர்கள் : [43,210,160,222]
member-text: (1) மு.ஹரிஷ், தெற்கு அக்ரஹாரம், வெண்ணவால்குடி, ஆலங்குடி, புதுக்கோட்டை. (2) சௌ. மோகன், தெற்கு அக்ரஹாரம், வெண்ணவால்குடி, ஆலங்குடி, புதுக்கோட்டை. (3) க.தேவவிர்மன், தெற்கு அக்ரஹாரம், வெண்ணவால்குடி, ஆலங்குடி, புதுக்கோட்டை. [43,82,394,139]
member-entry [1149,1373,1500,1435]
member-text: ப.முத்தமிழன், 1–4, வெள்ளக்கொல்லை, சேந்தாக்குடியிருப்பு, கீழையூர், ஆலங்குடி, புதுக்கோட்டை. [420,1391,772,1418]
member-entry [43,337,394,415]
member-entry [1149,360,1500,422]
section-subheading: பாக அமைப்பாளர் : [1279,878,1370,889]
member-text: வீ.மாரிமுத்து, பாரதியார் நகர், மாங்கனாம்பட்டி, ஆலங்குடி, புதுக்கோட்டை. [420,806,772,833]
branch-heading: கள்ளர் நத்தம் கிளை [917,1530,1029,1544]
member-entry [798,324,1149,355]
section-subheading: பாக அமைப்பாளர்கள் : [1271,527,1377,539]
booth-number: பாகம் – 13 : [1149,654,1205,665]
member-entry [1149,1467,1500,1498]
member-text: (1) சு.அழீக்குமார், 162, கீழ வேப்பங்குடி, ஆலங்குடி, புதுக்கோட்டை. (2) ரா.பெரியசாமி, 1181, கீழ வேப்பங்குடி, ஆலங்குடி, புதுக்கோட்டை. (3) ரா.ஜோதி பிரகாஷ், 58, வம்பன் குடியிருப்பு, வேப்பங்குடி, ஆலங்குடி, புதுக்கோட்டை. [1149,362,1500,420]
booth-number: பாகம் – 130 : [420,670,483,680]
member-text: மு.முத்துராஜா, வடக்கு அக்ரஹாரம், வெண்ணவால்குடி, ஆலங்குடி, புதுக்கோட்டை. [43,449,394,475]
role-label: அமைப்பாளர் : [798,1182,880,1193]
booth-agent: மா.சண்முகநாதன், கல்லுப்பள்ளம், வம்பன் குடியிருப்பு, ஆலங்குடி, புதுக்கோட்டை. [504,1141,748,1167]
role-label: துணை அமைப்பாளர்கள் : [43,339,177,350]
member-entry [798,1552,1149,1583]
member-text: ம.ஹரிராஜ், அம்பேத்கர் நகர், வல்லத்திராக் கோட்டை, ஆலங்குடி, புதுக்கோட்டை. [420,386,772,413]
role-label: அமைப்பாளர் : [1149,1000,1227,1011]
branch-heading: 4–வது வார்டு கிளை [539,234,653,248]
role-label: அமைப்பாளர் : [420,113,506,124]
role-label: அமைப்பாளர் : [43,948,113,960]
spacer [43,1360,394,1395]
member-text: (1) முசக்தி மூ, 62, மேலத் தெரு, இருகுப்பட்டி, ஆலங்குடி, புதுக்கோட்டை. (2) க.ஆதிமூலம், 65, மேலத் தெரு, இருகுப்பட்டி, ஆலங்குடி, புதுக்கோட்டை. (3) சோ.கணபதி, 1484, இருகுப்பட்டி, ஆலங்குடி, புதுக்கோட்டை. [798,864,1149,922]
